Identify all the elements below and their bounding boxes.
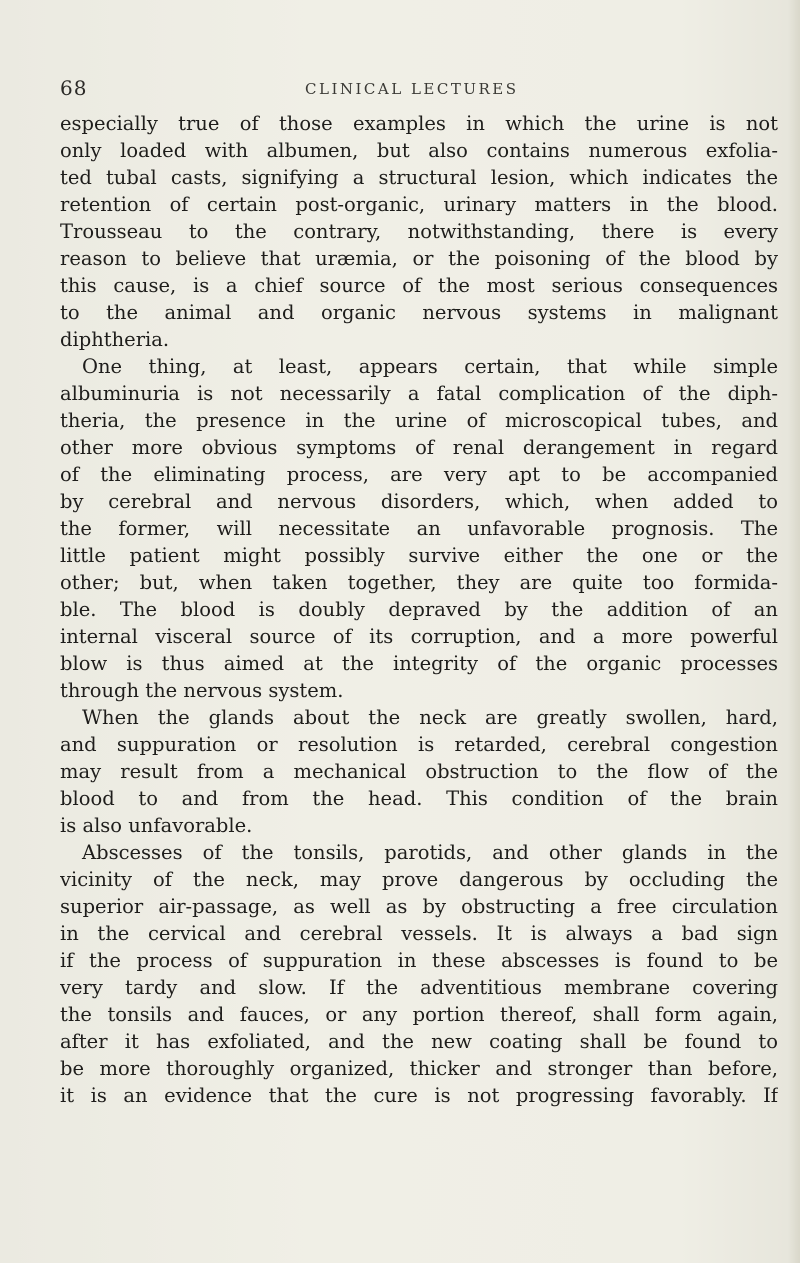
- text-line: only loaded with albumen, but also contains numerous exfolia-: [60, 139, 778, 162]
- text-line: especially true of those examples in which the urine is not: [60, 112, 778, 135]
- text-line: the tonsils and fauces, or any portion thereof, shall form again,: [60, 1003, 778, 1026]
- text-line: be more thoroughly organized, thicker and stronger than before,: [60, 1057, 778, 1080]
- page-number: 68: [60, 76, 88, 100]
- text-line: retention of certain post-organic, urinary matters in the blood.: [60, 193, 778, 216]
- text-line: other; but, when taken together, they are quite too formida-: [60, 571, 778, 594]
- running-head: [60, 76, 780, 104]
- text-line: internal visceral source of its corruption, and a more powerful: [60, 625, 778, 648]
- text-line: very tardy and slow. If the adventitious membrane covering: [60, 976, 778, 999]
- text-line: ble. The blood is doubly depraved by the addition of an: [60, 598, 778, 621]
- body-text: [60, 110, 778, 1109]
- text-line: Trousseau to the contrary, notwithstanding, there is every: [60, 220, 778, 243]
- text-line: if the process of suppuration in these abscesses is found to be: [60, 949, 778, 972]
- text-line: is also unfavorable.: [60, 814, 253, 837]
- page-edge-shadow: [788, 0, 800, 1263]
- text-line: other more obvious symptoms of renal derangement in regard: [60, 436, 778, 459]
- text-line: Abscesses of the tonsils, parotids, and other glands in the: [82, 841, 778, 864]
- text-line: through the nervous system.: [60, 679, 344, 702]
- text-line: albuminuria is not necessarily a fatal complication of the diph-: [60, 382, 778, 405]
- text-line: reason to believe that uræmia, or the poisoning of the blood by: [60, 247, 778, 270]
- text-line: blood to and from the head. This condition of the brain: [60, 787, 778, 810]
- text-line: superior air-passage, as well as by obstructing a free circulation: [60, 895, 778, 918]
- text-line: ted tubal casts, signifying a structural lesion, which indicates the: [60, 166, 778, 189]
- text-line: by cerebral and nervous disorders, which, when added to: [60, 490, 778, 513]
- text-line: to the animal and organic nervous systems in malignant: [60, 301, 778, 324]
- text-line: of the eliminating process, are very apt to be accompanied: [60, 463, 778, 486]
- text-line: this cause, is a chief source of the most serious consequences: [60, 274, 778, 297]
- text-line: in the cervical and cerebral vessels. It is always a bad sign: [60, 922, 778, 945]
- text-line: it is an evidence that the cure is not progressing favorably. If: [60, 1084, 778, 1107]
- text-line: little patient might possibly survive either the one or the: [60, 544, 778, 567]
- text-line: blow is thus aimed at the integrity of the organic processes: [60, 652, 778, 675]
- text-line: the former, will necessitate an unfavorable prognosis. The: [60, 517, 778, 540]
- text-line: and suppuration or resolution is retarded, cerebral congestion: [60, 733, 778, 756]
- text-line: diphtheria.: [60, 328, 170, 351]
- text-line: vicinity of the neck, may prove dangerous by occluding the: [60, 868, 778, 891]
- text-line: theria, the presence in the urine of microscopical tubes, and: [60, 409, 778, 432]
- text-line: may result from a mechanical obstruction to the flow of the: [60, 760, 778, 783]
- text-line: after it has exfoliated, and the new coating shall be found to: [60, 1030, 778, 1053]
- running-title: CLINICAL LECTURES: [305, 80, 519, 98]
- text-line: When the glands about the neck are greatly swollen, hard,: [82, 706, 778, 729]
- text-line: One thing, at least, appears certain, that while simple: [82, 355, 778, 378]
